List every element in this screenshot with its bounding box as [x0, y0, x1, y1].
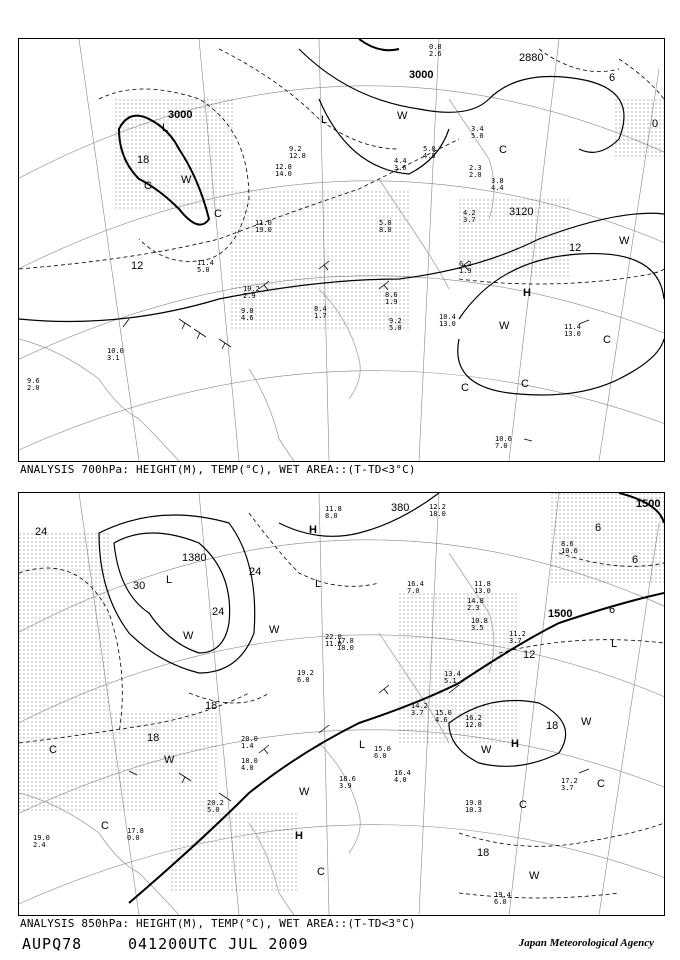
warm-center: W [529, 870, 540, 882]
height-label: 3120 [509, 206, 534, 218]
station-dep: 1.9 [385, 298, 398, 306]
station-dep: 3.6 [394, 164, 407, 172]
map-850hpa-graphics [19, 493, 664, 915]
station-dep: 13.0 [439, 320, 456, 328]
station-temp: 0.8 [429, 43, 442, 51]
isotherm-label: 6 [632, 554, 639, 566]
station-temp: 3.8 [491, 177, 504, 185]
height-label: 1380 [182, 552, 207, 564]
station-dep: 13.0 [474, 587, 491, 595]
station-dep: 4.0 [394, 776, 407, 784]
height-label: 1500 [636, 498, 661, 510]
station-temp: 3.4 [471, 125, 484, 133]
station-temp: 19.4 [494, 891, 511, 899]
station-temp: 8.6 [561, 540, 574, 548]
station-dep: 2.0 [469, 171, 482, 179]
station-dep: 19.0 [255, 226, 272, 234]
station-temp: 11.8 [325, 505, 342, 513]
station-dep: 1.7 [314, 312, 327, 320]
station-dep: 2.4 [33, 841, 46, 849]
station-temp: 11.4 [197, 259, 214, 267]
warm-center: W [499, 320, 510, 332]
station-dep: 3.5 [471, 624, 484, 632]
station-temp: 5.0 [423, 145, 436, 153]
cold-center: C [603, 334, 611, 346]
station-dep: 4.6 [241, 314, 254, 322]
isotherm-label: 12 [523, 649, 536, 661]
station-dep: 12.0 [465, 721, 482, 729]
height-label: 380 [391, 502, 410, 514]
station-temp: 9.2 [389, 317, 402, 325]
warm-center: W [164, 754, 175, 766]
station-temp: 8.6 [385, 291, 398, 299]
station-dep: 8.0 [325, 512, 338, 520]
station-dep: 6.0 [374, 752, 387, 760]
station-temp: 15.0 [374, 745, 391, 753]
map-700hpa-graphics [19, 39, 664, 461]
station-dep: 8.0 [379, 226, 392, 234]
caption-850hpa: ANALYSIS 850hPa: HEIGHT(M), TEMP(°C), WET AREA::(T-TD<3°C) [20, 917, 416, 930]
warm-center: W [581, 716, 592, 728]
station-temp: 12.8 [275, 163, 292, 171]
station-temp: 12.2 [429, 503, 446, 511]
station-temp: 9.8 [241, 307, 254, 315]
isotherm-label: 18 [546, 720, 559, 732]
station-temp: 10.2 [243, 285, 260, 293]
warm-center: W [619, 235, 630, 247]
station-temp: 22.0 [325, 633, 342, 641]
isotherm-label: 18 [477, 847, 490, 859]
station-dep: 4.4 [491, 184, 504, 192]
station-temp: 9.2 [289, 145, 302, 153]
isotherm-label: 30 [133, 580, 146, 592]
station-temp: 9.6 [27, 377, 40, 385]
height-label: 1500 [548, 608, 573, 620]
cold-center: C [101, 820, 109, 832]
height-label: 3000 [409, 69, 434, 81]
isotherm-label: 24 [35, 526, 48, 538]
station-dep: 1.4 [241, 742, 254, 750]
station-temp: 11.2 [509, 630, 526, 638]
station-temp: 15.0 [435, 709, 452, 717]
station-temp: 17.2 [561, 777, 578, 785]
isotherm-label: 6 [609, 72, 616, 84]
station-dep: 3.7 [561, 784, 574, 792]
isotherm-label: 12 [131, 260, 144, 272]
low-center: L [162, 122, 169, 134]
station-temp: 13.4 [444, 670, 461, 678]
chart-footer [20, 934, 660, 956]
station-dep: 5.0 [471, 132, 484, 140]
station-temp: 14.8 [467, 597, 484, 605]
station-dep: 3.7 [411, 709, 424, 717]
station-dep: 4.8 [423, 152, 436, 160]
cold-center: C [214, 208, 222, 220]
station-temp: 10.8 [471, 617, 488, 625]
station-dep: 2.3 [467, 604, 480, 612]
station-dep: 6.0 [297, 676, 310, 684]
station-temp: 18.6 [339, 775, 356, 783]
station-dep: 5.1 [444, 677, 457, 685]
isotherm-label: 6 [595, 522, 602, 534]
station-dep: 10.6 [561, 547, 578, 555]
station-dep: 18.0 [429, 510, 446, 518]
station-dep: 12.8 [289, 152, 306, 160]
product-code: AUPQ78 [22, 935, 83, 953]
warm-center: W [181, 174, 192, 186]
station-dep: 2.6 [429, 50, 442, 58]
station-dep: 5.0 [207, 806, 220, 814]
warm-center: W [397, 110, 408, 122]
station-dep: 13.0 [564, 330, 581, 338]
station-dep: 2.9 [243, 292, 256, 300]
station-dep: 18.0 [337, 644, 354, 652]
station-temp: 19.0 [33, 834, 50, 842]
station-temp: 10.6 [495, 435, 512, 443]
caption-700hpa: ANALYSIS 700hPa: HEIGHT(M), TEMP(°C), WET AREA::(T-TD<3°C) [20, 463, 416, 476]
cold-center: C [461, 382, 469, 394]
station-temp: 10.0 [107, 347, 124, 355]
cold-center: C [521, 378, 529, 390]
isotherm-label: 18 [137, 154, 150, 166]
station-temp: 2.3 [469, 164, 482, 172]
station-temp: 10.4 [439, 313, 456, 321]
isotherm-label: 24 [249, 566, 262, 578]
warm-center: W [183, 630, 194, 642]
high-center: H [309, 524, 317, 536]
station-temp: 20.2 [207, 799, 224, 807]
station-dep: 3.7 [509, 637, 522, 645]
high-center: H [295, 830, 303, 842]
station-temp: 8.4 [314, 305, 327, 313]
isotherm-label: 12 [569, 242, 582, 254]
station-temp: 16.4 [407, 580, 424, 588]
station-temp: 11.8 [474, 580, 491, 588]
station-dep: 14.0 [275, 170, 292, 178]
agency-name: Japan Meteorological Agency [518, 937, 654, 949]
station-temp: 16.2 [465, 714, 482, 722]
station-temp: 20.0 [241, 735, 258, 743]
map-700hpa [18, 38, 665, 462]
isotherm-label: 0 [652, 118, 659, 130]
isotherm-label: 24 [212, 606, 225, 618]
cold-center: C [317, 866, 325, 878]
cold-center: C [519, 799, 527, 811]
low-center: L [315, 578, 322, 590]
station-dep: 7.0 [495, 442, 508, 450]
valid-time: 041200UTC JUL 2009 [128, 935, 309, 953]
station-dep: 10.3 [465, 806, 482, 814]
high-center: H [511, 738, 519, 750]
warm-center: W [481, 744, 492, 756]
height-label: 2880 [519, 52, 544, 64]
cold-center: C [144, 180, 152, 192]
station-temp: 4.2 [463, 209, 476, 217]
station-dep: 1.9 [459, 267, 472, 275]
station-temp: 17.8 [127, 827, 144, 835]
station-dep: 3.9 [339, 782, 352, 790]
low-center: L [359, 739, 366, 751]
station-temp: 19.8 [465, 799, 482, 807]
station-temp: 4.4 [394, 157, 407, 165]
height-label: 3000 [168, 109, 193, 121]
station-dep: 5.0 [389, 324, 402, 332]
cold-center: C [499, 144, 507, 156]
isotherm-label: 6 [609, 604, 616, 616]
station-dep: 3.7 [463, 216, 476, 224]
station-temp: 16.4 [394, 769, 411, 777]
warm-center: W [299, 786, 310, 798]
station-dep: 4.6 [435, 716, 448, 724]
low-center: L [321, 114, 328, 126]
station-dep: 2.0 [27, 384, 40, 392]
map-850hpa [18, 492, 665, 916]
station-dep: 4.0 [241, 764, 254, 772]
cold-center: C [49, 744, 57, 756]
station-temp: 19.2 [297, 669, 314, 677]
station-temp: 11.0 [255, 219, 272, 227]
station-dep: 3.1 [107, 354, 120, 362]
station-temp: 14.2 [411, 702, 428, 710]
station-dep: 6.0 [494, 898, 507, 906]
warm-center: W [269, 624, 280, 636]
low-center: L [166, 574, 173, 586]
station-dep: 5.0 [197, 266, 210, 274]
station-temp: 11.4 [564, 323, 581, 331]
station-temp: 5.0 [379, 219, 392, 227]
low-center: L [611, 638, 618, 650]
station-temp: 17.8 [337, 637, 354, 645]
cold-center: C [597, 778, 605, 790]
isotherm-label: 18 [147, 732, 160, 744]
isotherm-label: 18 [205, 700, 218, 712]
station-dep: 0.0 [127, 834, 140, 842]
station-temp: 18.0 [241, 757, 258, 765]
station-temp: 6.2 [459, 260, 472, 268]
station-dep: 11.0 [325, 640, 342, 648]
high-center: H [523, 287, 531, 299]
station-dep: 7.0 [407, 587, 420, 595]
